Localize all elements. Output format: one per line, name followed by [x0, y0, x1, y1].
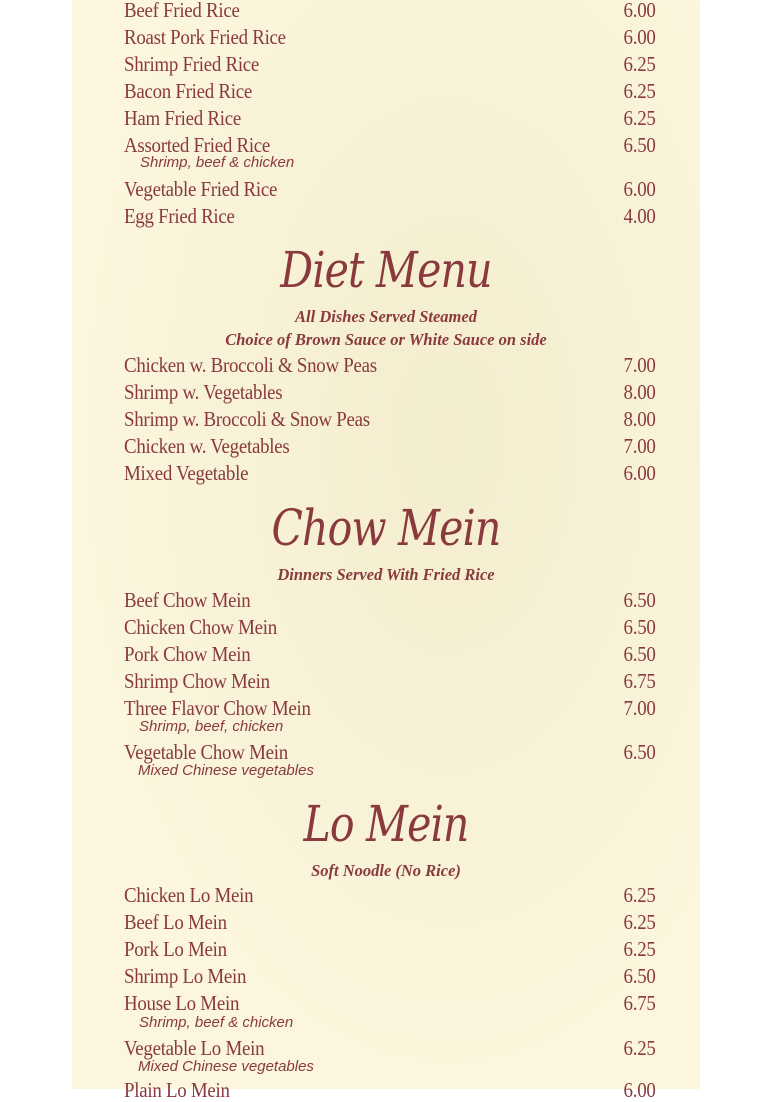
item-name: Roast Pork Fried Rice	[124, 25, 286, 49]
item-name: House Lo Mein	[124, 991, 240, 1015]
item-price: 6.25	[623, 1036, 656, 1060]
item-name: Shrimp Fried Rice	[124, 52, 260, 76]
section-subtitle: All Dishes Served Steamed	[295, 307, 477, 326]
item-name: Beef Chow Mein	[124, 588, 251, 612]
item-name: Pork Lo Mein	[124, 937, 227, 961]
item-name: Shrimp w. Broccoli & Snow Peas	[124, 407, 370, 431]
item-note: Shrimp, beef, chicken	[139, 718, 284, 735]
section-title-lo-mein: Lo Mein	[303, 795, 469, 853]
item-price: 6.25	[623, 52, 656, 76]
item-price: 6.50	[623, 964, 656, 988]
menu-page	[72, 0, 700, 1102]
item-name: Shrimp w. Vegetables	[124, 380, 283, 404]
item-name: Vegetable Lo Mein	[124, 1036, 265, 1060]
item-name: Chicken w. Vegetables	[124, 434, 290, 458]
item-price: 6.25	[623, 79, 656, 103]
item-price: 6.00	[623, 25, 656, 49]
item-price: 7.00	[623, 353, 656, 377]
item-name: Mixed Vegetable	[124, 461, 249, 485]
item-price: 6.00	[623, 461, 656, 485]
item-name: Chicken w. Broccoli & Snow Peas	[124, 353, 377, 377]
item-name: Pork Chow Mein	[124, 642, 251, 666]
item-name: Assorted Fried Rice	[124, 133, 271, 157]
item-price: 6.00	[623, 0, 656, 22]
item-name: Vegetable Fried Rice	[124, 177, 278, 201]
item-name: Three Flavor Chow Mein	[124, 696, 311, 720]
item-note: Mixed Chinese vegetables	[138, 1058, 314, 1075]
item-name: Beef Lo Mein	[124, 910, 227, 934]
item-price: 6.25	[623, 937, 656, 961]
item-name: Vegetable Chow Mein	[124, 740, 288, 764]
item-name: Egg Fried Rice	[124, 204, 235, 228]
item-name: Ham Fried Rice	[124, 106, 241, 130]
item-name: Plain Lo Mein	[124, 1078, 230, 1102]
item-note: Shrimp, beef & chicken	[140, 154, 295, 171]
item-price: 6.00	[623, 177, 656, 201]
item-price: 6.25	[623, 910, 656, 934]
item-name: Bacon Fried Rice	[124, 79, 252, 103]
item-price: 6.50	[623, 740, 656, 764]
item-price: 7.00	[623, 434, 656, 458]
item-price: 6.50	[623, 615, 656, 639]
section-title-diet-menu: Diet Menu	[280, 241, 492, 299]
section-title-chow-mein: Chow Mein	[271, 499, 501, 557]
item-name: Shrimp Lo Mein	[124, 964, 247, 988]
section-subtitle: Soft Noodle (No Rice)	[311, 861, 461, 880]
item-price: 4.00	[623, 204, 656, 228]
item-name: Chicken Chow Mein	[124, 615, 277, 639]
item-price: 6.75	[623, 669, 656, 693]
item-price: 8.00	[623, 380, 656, 404]
item-price: 6.50	[623, 133, 656, 157]
item-name: Beef Fried Rice	[124, 0, 240, 22]
item-name: Shrimp Chow Mein	[124, 669, 270, 693]
item-price: 6.25	[623, 106, 656, 130]
item-name: Chicken Lo Mein	[124, 883, 254, 907]
section-subtitle: Choice of Brown Sauce or White Sauce on side	[225, 330, 547, 349]
item-price: 6.50	[623, 588, 656, 612]
item-price: 6.50	[623, 642, 656, 666]
item-note: Mixed Chinese vegetables	[138, 762, 314, 779]
item-price: 7.00	[623, 696, 656, 720]
section-subtitle: Dinners Served With Fried Rice	[277, 565, 495, 584]
item-note: Shrimp, beef & chicken	[139, 1014, 294, 1031]
item-price: 6.00	[623, 1078, 656, 1102]
item-price: 8.00	[623, 407, 656, 431]
item-price: 6.75	[623, 991, 656, 1015]
item-price: 6.25	[623, 883, 656, 907]
